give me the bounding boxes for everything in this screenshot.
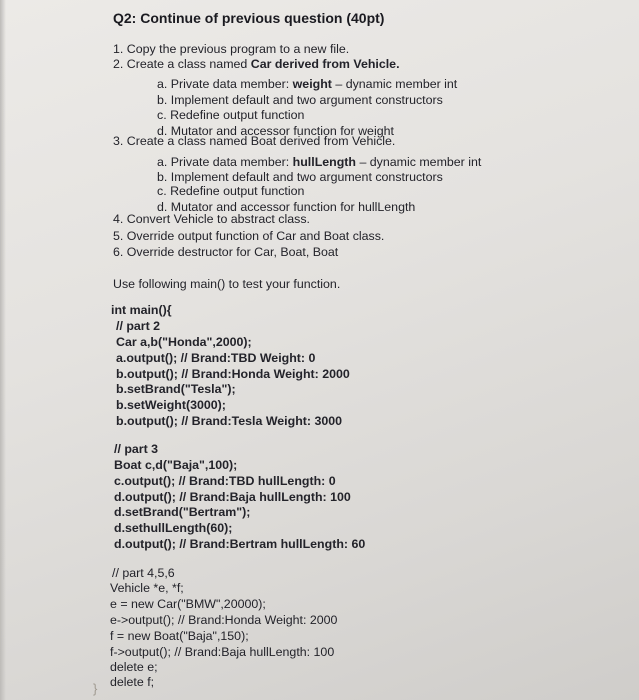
code-line-f-output: f->output(); // Brand:Baja hullLength: 100	[110, 645, 335, 659]
step-4: 4. Convert Vehicle to abstract class.	[113, 212, 310, 226]
question-title: Q2: Continue of previous question (40pt)	[113, 10, 385, 26]
code-comment-part456: // part 4,5,6	[112, 566, 175, 580]
code-line-b-output-2: b.output(); // Brand:Tesla Weight: 3000	[116, 414, 343, 428]
code-line-new-car: e = new Car("BMW",20000);	[110, 597, 266, 611]
step-2	[113, 57, 400, 71]
code-line-set-brand-d: d.setBrand("Bertram");	[114, 505, 251, 519]
step-3a-member: hullLength	[292, 155, 356, 169]
step-3c: c. Redefine output function	[157, 184, 305, 198]
code-line-vehicle-ptrs: Vehicle *e, *f;	[110, 581, 184, 595]
step-2-class-name: Car	[250, 57, 272, 71]
step-5: 5. Override output function of Car and Boat class.	[113, 229, 385, 243]
code-line-boat-decl: Boat c,d("Baja",100);	[114, 458, 238, 472]
step-3a	[157, 155, 481, 169]
step-2a-prefix: a. Private data member:	[157, 77, 293, 91]
code-line-b-output: b.output(); // Brand:Honda Weight: 2000	[116, 367, 350, 381]
code-line-delete-e: delete e;	[110, 660, 158, 674]
code-closing-brace: }	[93, 681, 98, 696]
step-3: 3. Create a class named Boat derived from Vehicle.	[113, 134, 396, 148]
code-line-set-hull: d.sethullLength(60);	[114, 521, 233, 535]
code-line-set-weight: b.setWeight(3000);	[116, 398, 226, 412]
code-line-main: int main(){	[111, 303, 172, 317]
step-2-prefix: 2. Create a class named	[113, 57, 251, 71]
code-line-a-output: a.output(); // Brand:TBD Weight: 0	[116, 351, 316, 365]
step-2b: b. Implement default and two argument constructors	[157, 93, 443, 107]
code-line-e-output: e->output(); // Brand:Honda Weight: 2000	[110, 613, 338, 627]
page-spine-shadow	[0, 0, 6, 700]
step-2a	[157, 77, 457, 91]
step-3d: d. Mutator and accessor function for hullLength	[157, 200, 416, 214]
code-comment-part2: // part 2	[116, 319, 161, 333]
code-line-d-output: d.output(); // Brand:Baja hullLength: 100	[114, 490, 351, 504]
code-line-delete-f: delete f;	[110, 675, 155, 689]
step-2a-suffix: – dynamic member int	[331, 77, 458, 91]
step-1: 1. Copy the previous program to a new file.	[113, 42, 350, 56]
code-line-new-boat: f = new Boat("Baja",150);	[110, 629, 249, 643]
step-6: 6. Override destructor for Car, Boat, Boat	[113, 245, 339, 259]
step-3a-prefix: a. Private data member:	[157, 155, 293, 169]
test-instruction: Use following main() to test your function.	[113, 277, 341, 291]
step-2c: c. Redefine output function	[157, 108, 305, 122]
code-line-set-brand: b.setBrand("Tesla");	[116, 382, 236, 396]
step-2-suffix: derived from Vehicle.	[271, 57, 400, 71]
step-2d: d. Mutator and accessor function for weight	[157, 124, 394, 138]
step-2a-member: weight	[292, 77, 332, 91]
code-line-car-decl: Car a,b("Honda",2000);	[116, 335, 252, 349]
code-line-c-output: c.output(); // Brand:TBD hullLength: 0	[114, 474, 336, 488]
step-3b: b. Implement default and two argument constructors	[157, 170, 443, 184]
code-comment-part3: // part 3	[114, 442, 159, 456]
code-line-d-output-2: d.output(); // Brand:Bertram hullLength: 60	[114, 537, 366, 551]
step-3a-suffix: – dynamic member int	[356, 155, 482, 169]
